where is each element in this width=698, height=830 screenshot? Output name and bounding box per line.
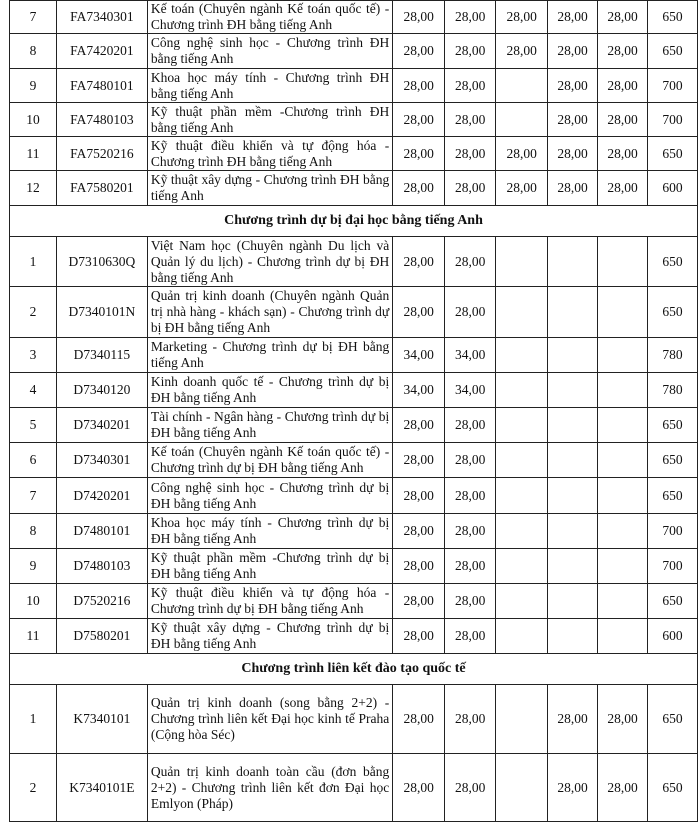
table-row [10,619,698,654]
score-col-6: 650 [648,584,698,619]
score-col-6: 650 [648,137,698,171]
program-code: FA7480101 [56,69,147,103]
table-row [10,237,698,287]
program-code: D7340301 [56,443,147,478]
score-col-1: 28,00 [393,103,445,137]
program-code: FA7520216 [56,137,147,171]
row-number: 10 [10,584,57,619]
section-heading: Chương trình dự bị đại học bằng tiếng Anh [10,206,698,237]
table-row [10,685,698,754]
score-col-3 [496,478,548,514]
row-number: 9 [10,69,57,103]
score-col-5 [598,514,648,549]
table-row [10,478,698,514]
program-code: D7480101 [56,514,147,549]
program-code: D7420201 [56,478,147,514]
score-col-3 [496,373,548,408]
score-col-5: 28,00 [598,1,648,34]
score-col-5 [598,287,648,338]
table-row [10,338,698,373]
score-col-1: 28,00 [393,478,445,514]
score-col-4 [548,619,598,654]
score-col-5: 28,00 [598,754,648,822]
score-col-1: 28,00 [393,137,445,171]
table-row [10,754,698,822]
table-row [10,549,698,584]
score-col-6: 700 [648,514,698,549]
score-col-2: 28,00 [445,34,496,69]
score-col-6: 780 [648,373,698,408]
program-name: Kỹ thuật phần mềm -Chương trình dự bị ĐH bằng tiếng Anh [147,549,392,584]
score-col-4: 28,00 [548,69,598,103]
program-code: K7340101 [56,685,147,754]
program-code: D7480103 [56,549,147,584]
score-col-4: 28,00 [548,685,598,754]
score-col-1: 28,00 [393,34,445,69]
program-code: D7580201 [56,619,147,654]
score-col-5: 28,00 [598,171,648,206]
row-number: 1 [10,685,57,754]
program-code: K7340101E [56,754,147,822]
program-code: FA7420201 [56,34,147,69]
score-col-5 [598,549,648,584]
row-number: 9 [10,549,57,584]
program-code: D7340201 [56,408,147,443]
score-col-1: 28,00 [393,287,445,338]
program-name: Kỹ thuật điều khiển và tự động hóa - Chương trình ĐH bằng tiếng Anh [147,137,392,171]
table-row [10,171,698,206]
program-name: Kỹ thuật điều khiển và tự động hóa - Chương trình dự bị ĐH bằng tiếng Anh [147,584,392,619]
score-col-2: 28,00 [445,754,496,822]
table-row [10,443,698,478]
score-col-3 [496,584,548,619]
score-col-5 [598,338,648,373]
score-col-2: 28,00 [445,103,496,137]
score-col-5: 28,00 [598,137,648,171]
score-col-3 [496,443,548,478]
score-col-5 [598,443,648,478]
section-heading: Chương trình liên kết đào tạo quốc tế [10,654,698,685]
row-number: 4 [10,373,57,408]
score-col-3 [496,549,548,584]
score-col-6: 650 [648,287,698,338]
table-row [10,69,698,103]
score-col-6: 780 [648,338,698,373]
row-number: 1 [10,237,57,287]
score-col-3: 28,00 [496,34,548,69]
score-col-6: 650 [648,443,698,478]
row-number: 7 [10,1,57,34]
score-col-1: 34,00 [393,338,445,373]
score-col-1: 34,00 [393,373,445,408]
score-col-4 [548,408,598,443]
score-col-4 [548,478,598,514]
score-col-6: 650 [648,408,698,443]
score-col-4 [548,514,598,549]
score-col-3 [496,685,548,754]
score-col-6: 600 [648,171,698,206]
score-col-1: 28,00 [393,549,445,584]
program-name: Kỹ thuật xây dựng - Chương trình dự bị ĐH bằng tiếng Anh [147,619,392,654]
score-col-3: 28,00 [496,137,548,171]
table-row [10,514,698,549]
score-col-5 [598,237,648,287]
section-heading-row [10,206,698,237]
score-col-4: 28,00 [548,103,598,137]
score-col-2: 28,00 [445,237,496,287]
program-code: FA7480103 [56,103,147,137]
row-number: 8 [10,34,57,69]
row-number: 2 [10,287,57,338]
score-col-5: 28,00 [598,69,648,103]
score-col-4: 28,00 [548,1,598,34]
program-code: FA7580201 [56,171,147,206]
program-name: Marketing - Chương trình dự bị ĐH bằng tiếng Anh [147,338,392,373]
program-code: FA7340301 [56,1,147,34]
score-col-1: 28,00 [393,69,445,103]
program-name: Công nghệ sinh học - Chương trình dự bị ĐH bằng tiếng Anh [147,478,392,514]
program-name: Kỹ thuật phần mềm -Chương trình ĐH bằng tiếng Anh [147,103,392,137]
score-col-4 [548,237,598,287]
program-name: Khoa học máy tính - Chương trình ĐH bằng tiếng Anh [147,69,392,103]
score-col-3 [496,754,548,822]
score-col-3 [496,619,548,654]
score-col-2: 34,00 [445,373,496,408]
row-number: 11 [10,137,57,171]
score-col-2: 28,00 [445,549,496,584]
row-number: 8 [10,514,57,549]
score-col-1: 28,00 [393,1,445,34]
score-col-6: 600 [648,619,698,654]
score-col-1: 28,00 [393,514,445,549]
table-row [10,287,698,338]
score-col-2: 28,00 [445,287,496,338]
row-number: 5 [10,408,57,443]
score-col-6: 650 [648,1,698,34]
score-col-3 [496,237,548,287]
score-col-3 [496,287,548,338]
score-col-1: 28,00 [393,408,445,443]
program-name: Công nghệ sinh học - Chương trình ĐH bằng tiếng Anh [147,34,392,69]
score-col-3 [496,408,548,443]
score-col-2: 28,00 [445,584,496,619]
table-row [10,34,698,69]
score-col-4 [548,549,598,584]
score-col-3 [496,338,548,373]
program-code: D7340115 [56,338,147,373]
score-col-6: 700 [648,549,698,584]
score-col-2: 34,00 [445,338,496,373]
score-col-4: 28,00 [548,171,598,206]
row-number: 6 [10,443,57,478]
score-col-4: 28,00 [548,754,598,822]
program-code: D7340120 [56,373,147,408]
score-col-2: 28,00 [445,171,496,206]
program-name: Việt Nam học (Chuyên ngành Du lịch và Quản lý du lịch) - Chương trình dự bị ĐH bằng tiếng Anh [147,237,392,287]
program-name: Quản trị kinh doanh (song bằng 2+2) - Chương trình liên kết Đại học kinh tế Praha (Cộng hòa Séc) [147,685,392,754]
score-col-5 [598,584,648,619]
table-row [10,103,698,137]
admission-score-table [9,0,698,822]
score-col-2: 28,00 [445,685,496,754]
score-col-4 [548,373,598,408]
program-name: Tài chính - Ngân hàng - Chương trình dự bị ĐH bằng tiếng Anh [147,408,392,443]
score-col-6: 650 [648,34,698,69]
score-col-6: 700 [648,103,698,137]
table-row [10,137,698,171]
score-col-3 [496,514,548,549]
score-col-3: 28,00 [496,171,548,206]
score-col-2: 28,00 [445,137,496,171]
score-col-1: 28,00 [393,754,445,822]
score-col-6: 700 [648,69,698,103]
program-code: D7520216 [56,584,147,619]
row-number: 7 [10,478,57,514]
score-col-5 [598,478,648,514]
program-name: Kinh doanh quốc tế - Chương trình dự bị ĐH bằng tiếng Anh [147,373,392,408]
score-col-1: 28,00 [393,584,445,619]
program-code: D7340101N [56,287,147,338]
section-heading-row [10,654,698,685]
score-col-6: 650 [648,237,698,287]
row-number: 12 [10,171,57,206]
program-name: Quản trị kinh doanh (Chuyên ngành Quản trị nhà hàng - khách sạn) - Chương trình dự bị ĐH bằng tiếng Anh [147,287,392,338]
row-number: 11 [10,619,57,654]
table-row [10,584,698,619]
score-col-2: 28,00 [445,443,496,478]
score-col-2: 28,00 [445,69,496,103]
program-name: Quản trị kinh doanh toàn cầu (đơn bằng 2+2) - Chương trình liên kết đơn Đại học Emlyon (Pháp) [147,754,392,822]
score-col-4 [548,443,598,478]
score-col-4: 28,00 [548,137,598,171]
score-col-1: 28,00 [393,619,445,654]
score-col-1: 28,00 [393,237,445,287]
score-col-2: 28,00 [445,408,496,443]
table-row [10,373,698,408]
program-name: Khoa học máy tính - Chương trình dự bị ĐH bằng tiếng Anh [147,514,392,549]
table-row [10,1,698,34]
score-col-3 [496,103,548,137]
score-col-5: 28,00 [598,103,648,137]
score-col-5: 28,00 [598,34,648,69]
score-col-3 [496,69,548,103]
score-col-2: 28,00 [445,478,496,514]
program-name: Kế toán (Chuyên ngành Kế toán quốc tế) - Chương trình ĐH bằng tiếng Anh [147,1,392,34]
row-number: 10 [10,103,57,137]
score-col-5 [598,408,648,443]
score-col-4 [548,584,598,619]
score-col-5 [598,619,648,654]
score-col-1: 28,00 [393,171,445,206]
score-col-4 [548,338,598,373]
row-number: 3 [10,338,57,373]
score-col-1: 28,00 [393,685,445,754]
score-col-6: 650 [648,754,698,822]
program-code: D7310630Q [56,237,147,287]
program-name: Kế toán (Chuyên ngành Kế toán quốc tế) - Chương trình dự bị ĐH bằng tiếng Anh [147,443,392,478]
score-col-5 [598,373,648,408]
score-col-6: 650 [648,478,698,514]
score-col-4: 28,00 [548,34,598,69]
score-col-3: 28,00 [496,1,548,34]
program-name: Kỹ thuật xây dựng - Chương trình ĐH bằng tiếng Anh [147,171,392,206]
score-col-2: 28,00 [445,619,496,654]
score-col-2: 28,00 [445,514,496,549]
row-number: 2 [10,754,57,822]
score-col-5: 28,00 [598,685,648,754]
score-col-4 [548,287,598,338]
score-col-2: 28,00 [445,1,496,34]
table-row [10,408,698,443]
score-col-6: 650 [648,685,698,754]
score-col-1: 28,00 [393,443,445,478]
